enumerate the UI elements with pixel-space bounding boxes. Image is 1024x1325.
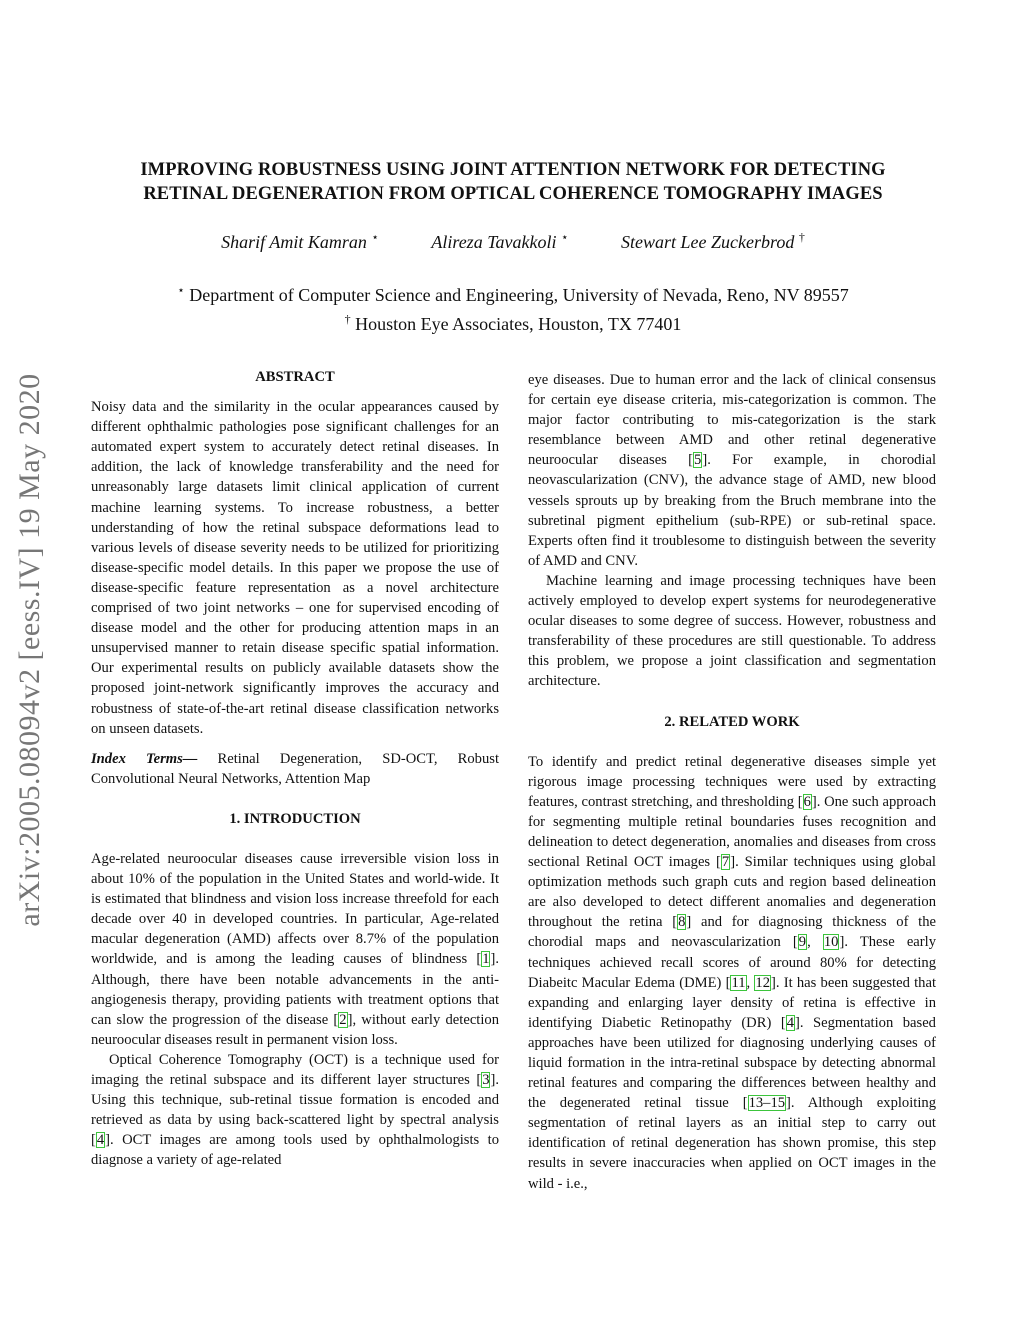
text-run: , <box>807 934 823 951</box>
right-paragraph-1 <box>528 370 936 571</box>
text-run: ]. Although exploiting segmentation of retinal layers as an initial step to carry out identification of retinal degeneration has shown promise, this step results in severe inaccuracies when applied on OCT images in the wild - i.e., <box>528 1095 936 1192</box>
citation-link[interactable]: 5 <box>694 452 702 469</box>
citation-link[interactable]: 13–15 <box>748 1095 786 1112</box>
text-run: ]. Using this technique, sub-retinal tissue formation is encoded and retrieved as data by using back-scattered light by spectral analysis [ <box>91 1072 499 1149</box>
author-mark: † <box>798 230 805 244</box>
text-run: ]. It has been suggested that expanding and enlarging layer density of retina is effective in identifying Diabetic Retinopathy (DR) [ <box>528 974 936 1031</box>
related-work-paragraph <box>528 752 936 1194</box>
author-list <box>90 230 936 253</box>
text-run: ]. For example, in chorodial neovascularization (CNV), the advance stage of AMD, new blood vessels sprouts up by breaking from the Bruch membrane into the subretinal pigment epithelium (sub-RPE) or sub-retinal space. Experts often find it troublesome to distinguish between the severity of AMD and CNV. <box>528 452 937 569</box>
citation-link[interactable]: 2 <box>339 1011 347 1028</box>
index-terms <box>91 749 499 789</box>
arxiv-id-text: arXiv:2005.08094v2 [eess.IV] 19 May 2020 <box>13 373 46 927</box>
author-mark: ⋆ <box>561 230 569 244</box>
related-work-heading: 2. RELATED WORK <box>664 713 800 730</box>
title-line-1: IMPROVING ROBUSTNESS USING JOINT ATTENTION NETWORK FOR DETECTING <box>140 160 886 180</box>
text-run: ]. Similar techniques using global optimization methods such graph cuts and region based delineation are also developed to detect different anomalies and degeneration throughout the retina [ <box>528 854 936 931</box>
author-name: Sharif Amit Kamran <box>221 232 367 252</box>
abstract-text: Noisy data and the similarity in the ocular appearances caused by different ophthalmic pathologies pose significant challenges for an automated expert system to accurately detect retinal diseases. In addition, the lack of knowledge transferability and the need for unreasonably large datasets limit clinical application of current machine learning systems. To increase robustness, a better understanding of how the retinal subspace deformations lead to various levels of disease severity needs to be utilized for prioritizing disease-specific model details. In this paper we propose the use of disease-specific feature representation as a novel architecture comprised of two joint networks – one for supervised encoding of disease model and the other for producing attention maps in an unsupervised manner to retain disease specific spatial information. Our experimental results on publicly available datasets show the proposed joint-network significantly improves the accuracy and robustness of state-of-the-art retinal disease classification networks on unseen datasets. <box>91 399 499 737</box>
citation-link[interactable]: 9 <box>798 934 807 951</box>
citation-link[interactable]: 6 <box>803 793 811 810</box>
author-3 <box>621 232 805 252</box>
text-run: ]. Although, there have been notable advancements in the anti-angiogenesis therapy, providing patients with treatment options that can slow the progression of the disease [ <box>91 951 499 1028</box>
title-line-2: RETINAL DEGENERATION FROM OPTICAL COHERENCE TOMOGRAPHY IMAGES <box>143 184 883 204</box>
abstract-heading: ABSTRACT <box>255 369 335 385</box>
citation-link[interactable]: 10 <box>823 934 839 951</box>
affiliation-mark: † <box>344 312 351 326</box>
text-run: Optical Coherence Tomography (OCT) is a technique used for imaging the retinal subspace and its different layer structures [ <box>91 1051 499 1088</box>
affiliations <box>90 278 936 336</box>
intro-heading: 1. INTRODUCTION <box>229 810 361 827</box>
text-run: , <box>746 974 755 991</box>
affiliation-mark: ⋆ <box>177 283 185 297</box>
citation-link[interactable]: 8 <box>678 914 686 931</box>
citation-link[interactable]: 3 <box>482 1072 490 1088</box>
text-run: eye diseases. Due to human error and the lack of clinical consensus for certain eye disease criteria, mis-categorization is common. The major factor contributing to mis-categorization is the stark resemblance between AMD and other retinal degenerative neuroocular diseases [ <box>528 372 936 469</box>
author-name: Alireza Tavakkoli <box>431 232 557 252</box>
author-mark: ⋆ <box>371 230 379 244</box>
intro-paragraph-1 <box>91 849 499 1050</box>
text-run: Age-related neuroocular diseases cause irreversible vision loss in about 10% of the population in the United States and world-wide. It is estimated that blindness and vision loss increase threefold for each decade over 40 in developed countries. In particular, Age-related macular degeneration (AMD) affects over 8.7% of the population worldwide, and is among the leading causes of blindness [ <box>91 850 499 968</box>
citation-link[interactable]: 7 <box>721 854 730 871</box>
author-1 <box>221 232 379 252</box>
paper-title <box>90 158 936 206</box>
left-column <box>91 367 499 1170</box>
citation-link[interactable]: 4 <box>786 1014 794 1031</box>
citation-link[interactable]: 11 <box>731 974 746 991</box>
affiliation-1 <box>90 278 936 307</box>
citation-link[interactable]: 4 <box>96 1132 105 1149</box>
text-run: ] and for diagnosing thickness of the chorodial maps and neovascularization [ <box>528 914 936 951</box>
text-run: ]. OCT images are among tools used by ophthalmologists to diagnose a variety of age-related <box>91 1132 499 1169</box>
text-run: ]. These early techniques achieved recall scores of around 80% for detecting Diabeitc Macular Edema (DME) [ <box>528 934 936 991</box>
citation-link[interactable]: 12 <box>755 974 771 991</box>
arxiv-identifier <box>12 340 48 960</box>
affiliation-text: Houston Eye Associates, Houston, TX 77401 <box>355 314 682 334</box>
affiliation-2 <box>90 307 936 336</box>
author-2 <box>431 232 568 252</box>
citation-link[interactable]: 1 <box>482 951 490 968</box>
affiliation-text: Department of Computer Science and Engineering, University of Nevada, Reno, NV 89557 <box>189 285 849 305</box>
text-run: ]. Segmentation based approaches have been utilized for diagnosing underlying causes of liquid formation in the intra-retinal subspace by detecting abnormal retinal features and comparing the differences between healthy and the degenerated retinal tissue [ <box>528 1014 936 1112</box>
author-name: Stewart Lee Zuckerbrod <box>621 232 795 252</box>
index-terms-text: Retinal Degeneration, SD-OCT, Robust Convolutional Neural Networks, Attention Map <box>91 750 499 787</box>
right-paragraph-2: Machine learning and image processing techniques have been actively employed to develop expert systems for neurodegenerative ocular diseases to some degree of success. However, robustness and transferability of these procedures are still questionable. To address this problem, we propose a joint classification and segmentation architecture. <box>528 572 936 690</box>
right-column <box>528 370 936 1194</box>
intro-paragraph-2 <box>91 1050 499 1171</box>
index-terms-label: Index Terms— <box>91 750 198 767</box>
text-run: To identify and predict retinal degenerative diseases simple yet rigorous image processing techniques were used by extracting features, contrast stretching, and thresholding [ <box>528 753 936 810</box>
text-run: ]. One such approach for segmenting multiple retinal boundaries fuses recognition and delineation to detect degeneration, anomalies and diseases from cross sectional Retinal OCT images [ <box>528 793 936 871</box>
text-run: ], without early detection neuroocular diseases result in permanent vision loss. <box>91 1011 499 1048</box>
